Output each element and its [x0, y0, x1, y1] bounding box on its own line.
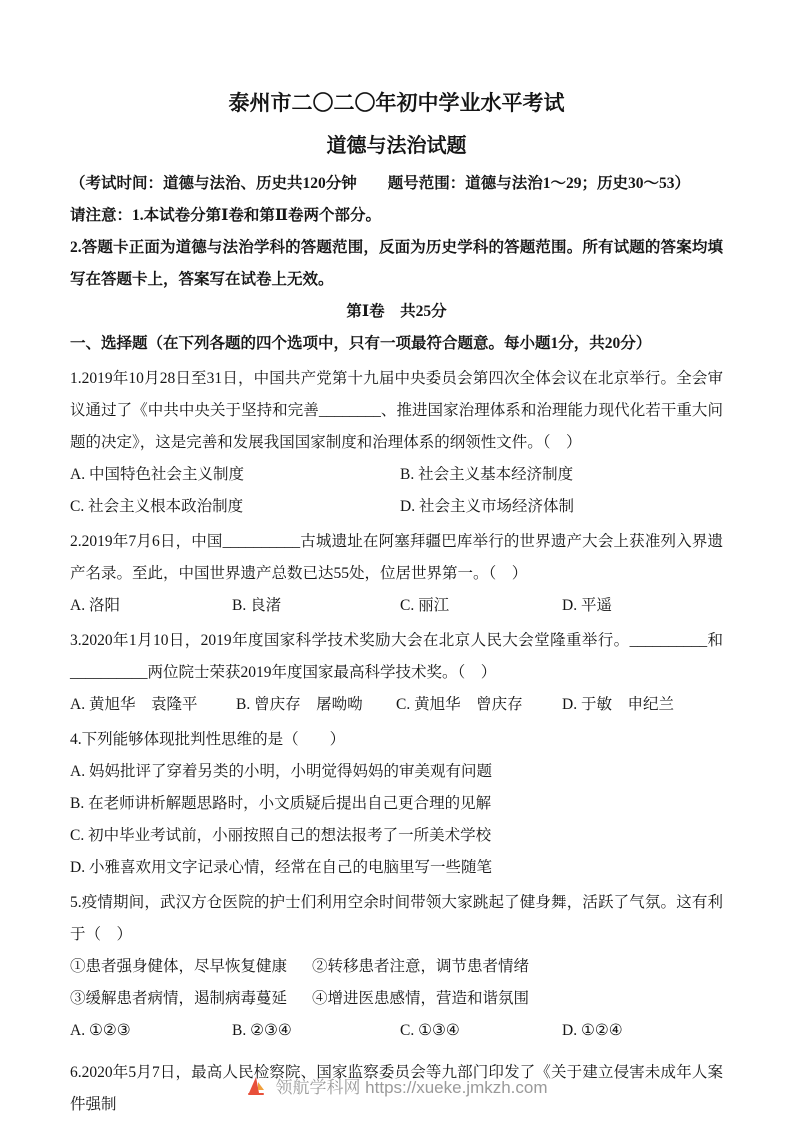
question-2-option-b: B. 良渚 — [232, 597, 282, 614]
question-6-stem: 6.2020年5月7日，最高人民检察院、国家监察委员会等九部门印发了《关于建立侵害未成年人案件强制 — [70, 1064, 723, 1113]
question-5-option-d: D. ①②④ — [562, 1022, 623, 1039]
exam-subtitle: 道德与法治试题 — [326, 135, 467, 157]
question-1-option-c: C. 社会主义根本政治制度 — [70, 498, 244, 515]
question-5-option-a: A. ①②③ — [70, 1022, 131, 1039]
question-3 — [70, 625, 723, 721]
question-4-option-c: C. 初中毕业考试前，小丽按照自己的想法报考了一所美术学校 — [70, 827, 492, 844]
question-5-stem: 5.疫情期间，武汉方仓医院的护士们利用空余时间带领大家跳起了健身舞，活跃了气氛。这有利于（ ） — [70, 894, 723, 943]
question-4-option-a: A. 妈妈批评了穿着另类的小明，小明觉得妈妈的审美观有问题 — [70, 763, 492, 780]
question-2-stem: 2.2019年7月6日，中国__________古城遗址在阿塞拜疆巴库举行的世界遗产大会上获准列入界遗产名录。至此，中国世界遗产总数已达55处，位居世界第一。（ ） — [70, 533, 723, 582]
question-1-stem: 1.2019年10月28日至31日，中国共产党第十九届中央委员会第四次全体会议在北京举行。全会审议通过了《中共中央关于坚持和完善________、推进国家治理体系和治理能力现代化若干重大问题的决定》，这是完善和发展我国国家制度和治理体系的纲领性文件。（ ） — [70, 370, 723, 451]
question-1-option-d: D. 社会主义市场经济体制 — [400, 498, 574, 515]
question-4-stem: 4.下列能够体现批判性思维的是（ ） — [70, 731, 346, 748]
question-3-stem: 3.2020年1月10日，2019年度国家科学技术奖励大会在北京人民大会堂隆重举行。__________和__________两位院士荣获2019年度国家最高科学技术奖。（ ） — [70, 632, 723, 681]
watermark-text: 领航学科网 https://xueke.jmkzh.com — [275, 1078, 548, 1097]
question-2-options — [70, 590, 723, 622]
question-3-option-a: A. 黄旭华 袁隆平 — [70, 696, 198, 713]
question-5-items — [70, 951, 723, 1015]
question-5-item-2: ②转移患者注意，调节患者情绪 — [312, 958, 530, 975]
exam-title: 泰州市二〇二〇年初中学业水平考试 — [228, 91, 565, 115]
question-5-option-c: C. ①③④ — [400, 1022, 460, 1039]
question-4-option-d: D. 小雅喜欢用文字记录心情，经常在自己的电脑里写一些随笔 — [70, 859, 492, 876]
question-5-option-b: B. ②③④ — [232, 1022, 292, 1039]
site-watermark — [0, 1073, 793, 1098]
question-5-options — [70, 1015, 723, 1047]
question-4-option-b: B. 在老师讲析解题思路时，小文质疑后提出自己更合理的见解 — [70, 795, 492, 812]
question-2-option-d: D. 平遥 — [562, 597, 612, 614]
question-5 — [70, 887, 723, 1047]
question-4 — [70, 724, 723, 884]
question-1 — [70, 363, 723, 523]
volume-title: 第Ⅰ卷 共25分 — [346, 303, 447, 320]
question-3-options — [70, 689, 723, 721]
question-3-option-b: B. 曾庆存 屠呦呦 — [236, 696, 363, 713]
notice-line-2: 2.答题卡正面为道德与法治学科的答题范围，反面为历史学科的答题范围。所有试题的答案均填写在答题卡上，答案写在试卷上无效。 — [70, 239, 723, 288]
notice-line-1: 请注意：1.本试卷分第Ⅰ卷和第Ⅱ卷两个部分。 — [70, 207, 381, 224]
question-3-option-c: C. 黄旭华 曾庆存 — [396, 696, 523, 713]
exam-info: （考试时间：道德与法治、历史共120分钟 题号范围：道德与法治1～29；历史30～53） — [70, 175, 691, 192]
question-5-item-1: ①患者强身健体，尽早恢复健康 — [70, 958, 288, 975]
question-2 — [70, 526, 723, 622]
question-1-options — [70, 459, 723, 523]
question-5-item-4: ④增进医患感情，营造和谐氛围 — [312, 990, 530, 1007]
question-3-option-d: D. 于敏 申纪兰 — [562, 696, 674, 713]
question-2-option-c: C. 丽江 — [400, 597, 450, 614]
part-title: 一、选择题（在下列各题的四个选项中，只有一项最符合题意。每小题1分，共20分） — [70, 335, 652, 352]
question-1-option-a: A. 中国特色社会主义制度 — [70, 466, 244, 483]
question-1-option-b: B. 社会主义基本经济制度 — [400, 466, 574, 483]
question-2-option-a: A. 洛阳 — [70, 597, 120, 614]
xueke-logo-icon — [245, 1075, 267, 1097]
question-5-item-3: ③缓解患者病情，遏制病毒蔓延 — [70, 990, 288, 1007]
